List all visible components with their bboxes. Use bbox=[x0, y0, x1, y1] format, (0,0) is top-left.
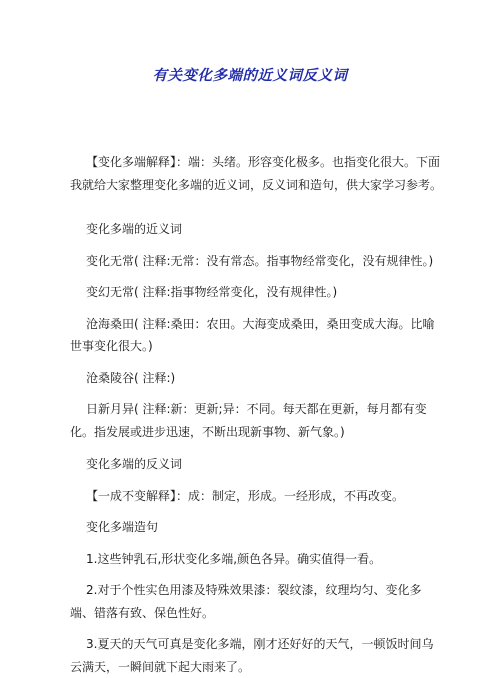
antonym-item: 【一成不变解释】：成：制定，形成。一经形成，不再改变。 bbox=[86, 488, 405, 503]
antonyms-heading: 变化多端的反义词 bbox=[86, 457, 183, 471]
page-title: 有关变化多端的近义词反义词 bbox=[152, 67, 348, 84]
sentences-heading: 变化多端造句 bbox=[86, 520, 159, 534]
synonym-item: 变幻无常( 注释:指事物经常变化，没有规律性。) bbox=[86, 285, 338, 299]
document-body bbox=[70, 151, 442, 678]
synonyms-heading: 变化多端的近义词 bbox=[86, 222, 183, 236]
synonym-item: 变化无常( 注释:无常：没有常态。指事物经常变化，没有规律性。) bbox=[86, 253, 434, 268]
example-sentence: 3.夏天的天气可真是变化多端，刚才还好好的天气，一顿饭时间乌云满天，一瞬间就下起大雨来了。 bbox=[70, 637, 434, 674]
intro-paragraph: 【变化多端解释】：端：头绪。形容变化极多。也指变化很大。下面我就给大家整理变化多端的近义词，反义词和造句，供大家学习参考。 bbox=[70, 155, 443, 192]
example-sentence: 2.对于个性实色用漆及特殊效果漆：裂纹漆，纹理均匀、变化多端、错落有致、保色性好。 bbox=[70, 583, 422, 620]
synonym-item: 日新月异( 注释:新：更新;异：不同。每天都在更新，每月都有变化。指发展或进步迅速，不断出现新事物、新气象。) bbox=[70, 402, 427, 439]
example-sentence: 1.这些钟乳石,形状变化多端,颜色各异。确实值得一看。 bbox=[86, 551, 382, 566]
synonym-item: 沧桑陵谷( 注释:) bbox=[86, 370, 176, 385]
synonym-item: 沧海桑田( 注释:桑田：农田。大海变成桑田，桑田变成大海。比喻世事变化很大。) bbox=[70, 316, 435, 353]
